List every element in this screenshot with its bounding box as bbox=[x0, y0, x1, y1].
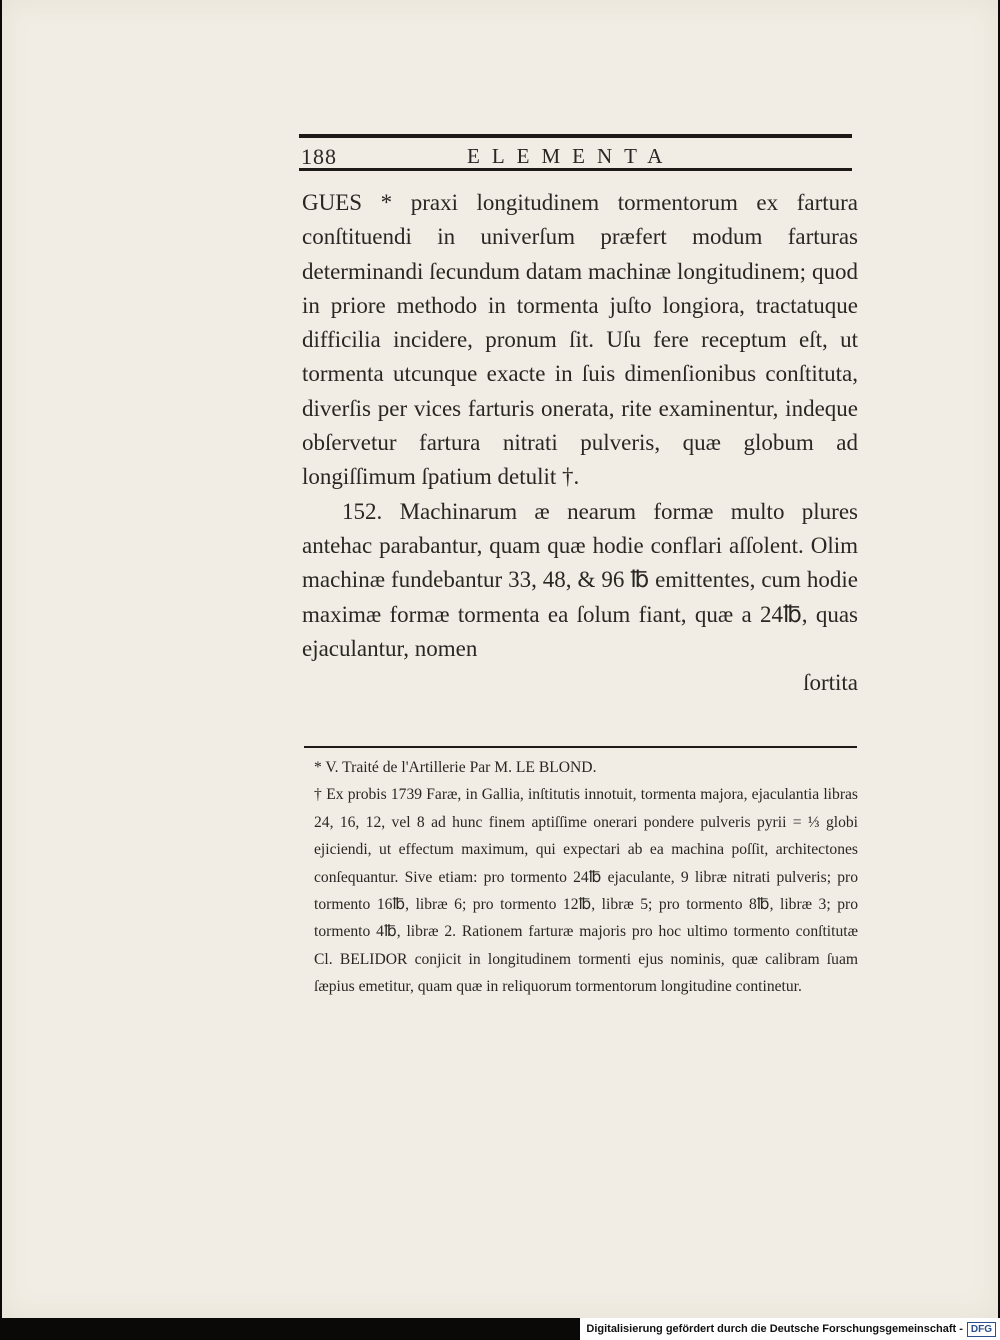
paragraph-1: GUES * praxi longitudinem tormentorum ex fartura conſtituendi in univerſum præfert modum farturas determinandi ſecundum datam machinæ longitudinem; quod in priore methodo in tormenta juſto longiora, tractatuque difficilia incidere, pronum ſit. Uſu fere receptum eſt, ut tormenta utcunque exacte in ſuis dimenſionibus conſtituta, diverſis per vices farturis onerata, rite examinentur, indeque obſervetur fartura nitrati pulveris, quæ globum ad longiſſimum ſpatium detulit †. bbox=[302, 190, 858, 490]
catchword: ſortita bbox=[803, 670, 858, 696]
dfg-logo-icon: DFG bbox=[967, 1322, 996, 1337]
main-text bbox=[302, 186, 858, 700]
footnote-rule bbox=[304, 746, 857, 748]
page-header bbox=[299, 140, 852, 168]
paragraph-2: 152. Machinarum æ nearum formæ multo plures antehac parabantur, quam quæ hodie conflari aſſolent. Olim machinæ fundebantur 33, 48, & 96 ℔ emittentes, cum hodie maximæ formæ tormenta ea ſolum fiant, quæ a 24℔, quas ejaculantur, nomen bbox=[302, 498, 858, 661]
book-page bbox=[2, 0, 998, 1318]
page-number: 188 bbox=[301, 144, 337, 169]
header-rule-top bbox=[299, 134, 852, 138]
funding-banner bbox=[580, 1318, 1000, 1340]
footnotes bbox=[314, 754, 858, 1001]
footnote-2: † Ex probis 1739 Faræ, in Gallia, inſtitutis innotuit, tormenta majora, ejaculantia libras 24, 16, 12, vel 8 ad hunc finem aptiſſime onerari pondere pulveris pyrii = ⅓ globi ejiciendi, ut effectum maximum, qui expectari ab ea machina poſſit, architectones conſequantur. Sive etiam: pro tormento 24℔ ejaculante, 9 libræ nitrati pulveris; pro tormento 16℔, libræ 6; pro tormento 12℔, libræ 5; pro tormento 8℔, libræ 3; pro tormento 4℔, libræ 2. Rationem farturæ majoris pro hoc ultimo tormento conſtitutæ Cl. BELIDOR conjicit in longitudinem tormenti ejus nominis, quæ calibram ſuam ſæpius emetitur, quam quæ in reliquorum tormentorum longitudine continetur. bbox=[314, 786, 858, 996]
funding-text: Digitalisierung gefördert durch die Deutsche Forschungsgemeinschaft - bbox=[586, 1323, 963, 1335]
running-head: ELEMENTA bbox=[467, 144, 675, 168]
header-rule-bottom bbox=[299, 168, 852, 171]
footnote-1: * V. Traité de l'Artillerie Par M. LE BLOND. bbox=[314, 759, 597, 776]
